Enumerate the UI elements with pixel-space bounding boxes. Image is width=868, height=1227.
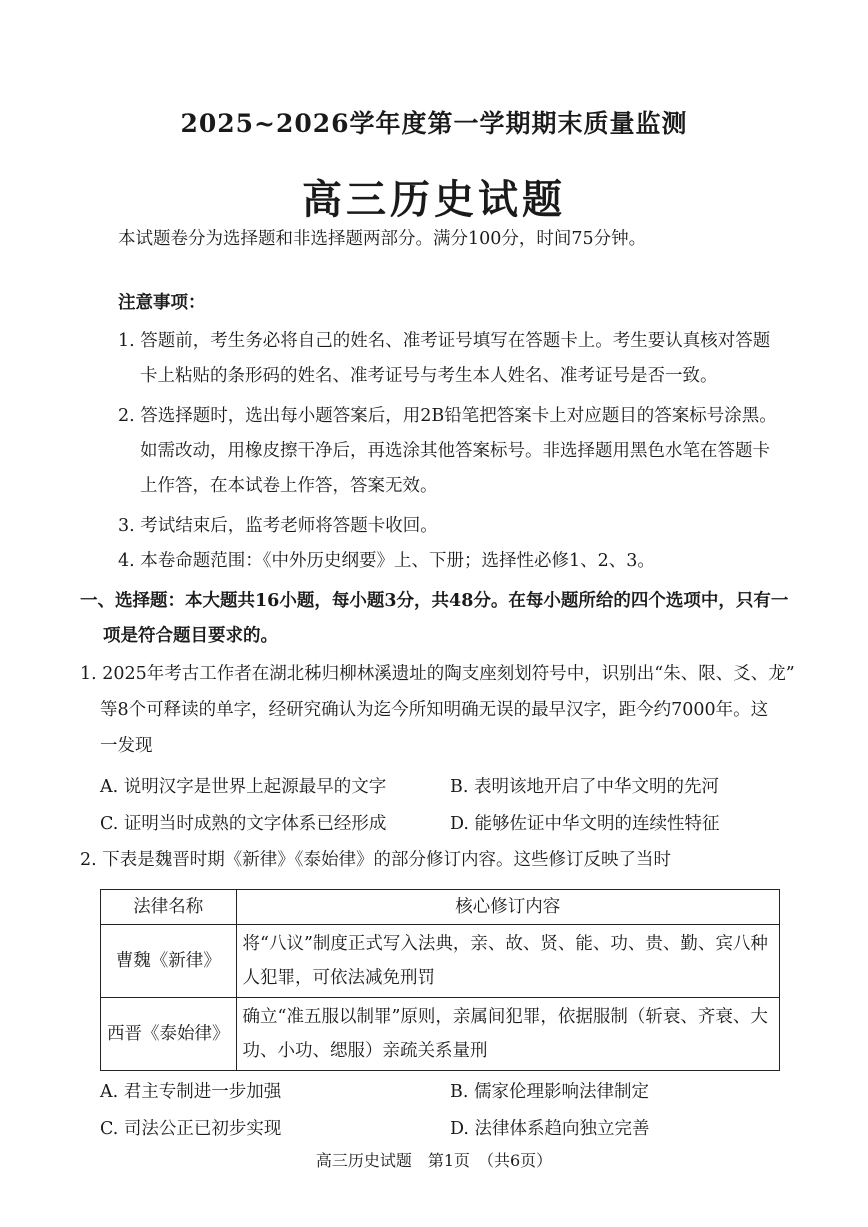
note-1-line-1: 1. 答题前，考生务必将自己的姓名、准考证号填写在答题卡上。考生要认真核对答题	[118, 331, 771, 351]
note-4: 4. 本卷命题范围：《中外历史纲要》上、下册；选择性必修1、2、3。	[118, 551, 655, 571]
table-row	[101, 998, 780, 1071]
exam-subtitle: 高三历史试题	[302, 176, 566, 223]
table-header-content: 核心修订内容	[236, 890, 780, 925]
question-1-option-b: B. 表明该地开启了中华文明的先河	[450, 777, 719, 797]
question-1-stem-line-2: 等8个可释读的单字，经研究确认为迄今所知明确无误的最早汉字，距今约7000年。这	[100, 700, 769, 720]
question-2-option-c: C. 司法公正已初步实现	[100, 1119, 282, 1139]
exam-title: 2025~2026学年度第一学期期末质量监测	[180, 109, 688, 138]
question-1-stem-line-1: 1. 2025年考古工作者在湖北秭归柳林溪遗址的陶支座刻划符号中，识别出“朱、限、爻、龙”	[80, 664, 795, 684]
notes-heading: 注意事项：	[118, 293, 206, 313]
question-2-option-a: A. 君主专制进一步加强	[100, 1082, 282, 1102]
question-2-option-d: D. 法律体系趋向独立完善	[450, 1119, 650, 1139]
table-cell-content: 将“八议”制度正式写入法典，亲、故、贤、能、功、贵、勤、宾八种人犯罪，可依法减免刑罚	[236, 925, 780, 998]
table-row	[101, 925, 780, 998]
table-header-row	[101, 890, 780, 925]
intro-text: 本试题卷分为选择题和非选择题两部分。满分100分，时间75分钟。	[118, 229, 647, 249]
note-1-line-2: 卡上粘贴的条形码的姓名、准考证号与考生本人姓名、准考证号是否一致。	[140, 366, 718, 386]
section-1-heading-line-1: 一、选择题：本大题共16小题，每小题3分，共48分。在每小题所给的四个选项中，只有一	[80, 591, 789, 611]
question-1-option-d: D. 能够佐证中华文明的连续性特征	[450, 814, 720, 834]
question-2-stem: 2. 下表是魏晋时期《新律》《泰始律》的部分修订内容。这些修订反映了当时	[80, 850, 672, 870]
law-revision-table	[100, 889, 780, 1071]
section-1-heading-line-2: 项是符合题目要求的。	[103, 626, 278, 646]
note-3: 3. 考试结束后，监考老师将答题卡收回。	[118, 516, 438, 536]
note-2-line-3: 上作答，在本试卷上作答，答案无效。	[140, 476, 438, 496]
question-1-option-a: A. 说明汉字是世界上起源最早的文字	[100, 777, 387, 797]
table-header-law-name: 法律名称	[101, 890, 237, 925]
table-cell-law-name: 西晋《泰始律》	[101, 998, 237, 1071]
question-1-stem-line-3: 一发现	[100, 736, 153, 756]
page-footer: 高三历史试题 第1页 （共6页）	[315, 1151, 553, 1170]
question-2-option-b: B. 儒家伦理影响法律制定	[450, 1082, 649, 1102]
note-2-line-1: 2. 答选择题时，选出每小题答案后，用2B铅笔把答案卡上对应题目的答案标号涂黑。	[118, 406, 777, 426]
table-cell-law-name: 曹魏《新律》	[101, 925, 237, 998]
note-2-line-2: 如需改动，用橡皮擦干净后，再选涂其他答案标号。非选择题用黑色水笔在答题卡	[140, 441, 770, 461]
question-1-option-c: C. 证明当时成熟的文字体系已经形成	[100, 814, 387, 834]
table-cell-content: 确立“准五服以制罪”原则，亲属间犯罪，依据服制（斩衰、齐衰、大功、小功、缌服）亲疏关系量刑	[236, 998, 780, 1071]
